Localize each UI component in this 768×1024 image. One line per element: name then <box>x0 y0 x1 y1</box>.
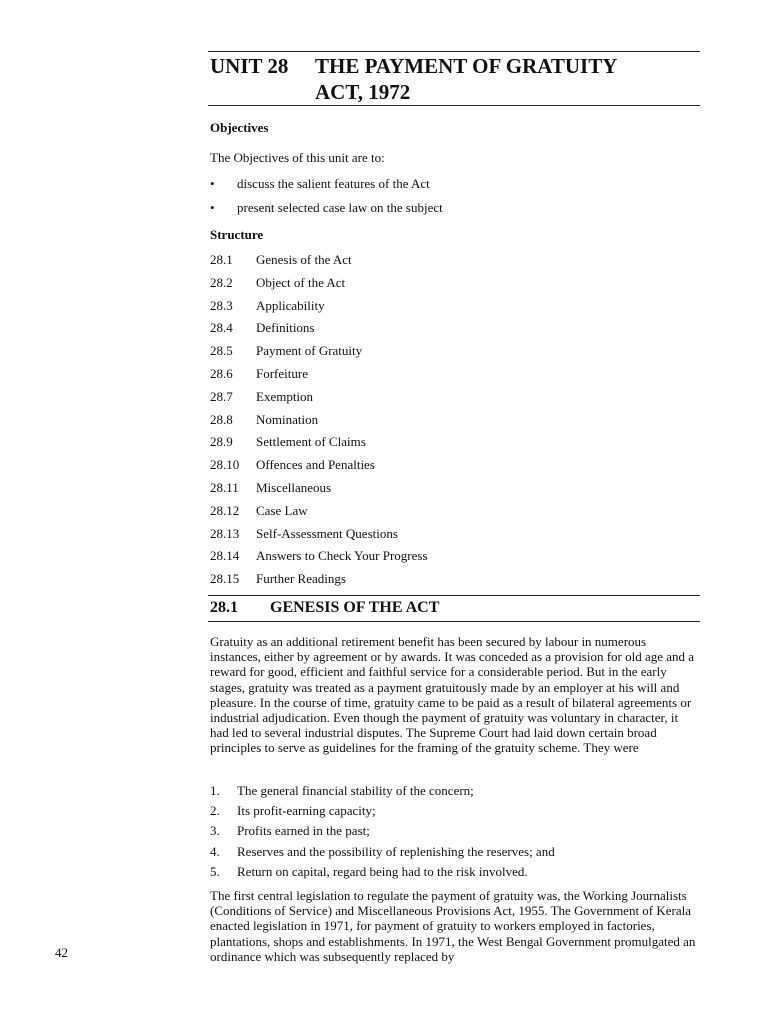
principle-number: 3. <box>210 823 220 839</box>
structure-item-title: Case Law <box>256 502 308 518</box>
structure-item-number: 28.12 <box>210 502 240 518</box>
structure-item <box>210 526 690 549</box>
principle-item <box>210 803 690 823</box>
structure-item <box>210 571 690 594</box>
structure-item-number: 28.15 <box>210 571 240 587</box>
structure-item-number: 28.13 <box>210 525 240 541</box>
structure-item-number: 28.9 <box>210 434 233 450</box>
objectives-intro: The Objectives of this unit are to: <box>210 150 385 165</box>
principles-list <box>210 783 690 884</box>
objective-item <box>210 176 690 200</box>
structure-item-number: 28.3 <box>210 297 233 313</box>
principle-text: Its profit-earning capacity; <box>237 803 376 819</box>
section-title: GENESIS OF THE ACT <box>270 599 440 616</box>
structure-item <box>210 389 690 412</box>
principle-text: Profits earned in the past; <box>237 823 370 839</box>
structure-item-title: Object of the Act <box>256 274 346 290</box>
structure-item-title: Forfeiture <box>256 365 308 381</box>
structure-item-title: Offences and Penalties <box>256 457 375 473</box>
objectives-heading: Objectives <box>210 120 269 135</box>
page-number: 42 <box>55 945 68 960</box>
unit-title-line-1: THE PAYMENT OF GRATUITY <box>315 54 618 78</box>
section-number: 28.1 <box>210 599 238 616</box>
structure-item-number: 28.6 <box>210 365 233 381</box>
structure-item-number: 28.1 <box>210 252 233 267</box>
structure-item <box>210 480 690 503</box>
structure-item-number: 28.2 <box>210 274 233 290</box>
structure-list <box>210 252 690 594</box>
principle-text: Return on capital, regard being had to the risk involved. <box>237 863 528 879</box>
structure-item <box>210 320 690 343</box>
structure-item-number: 28.4 <box>210 320 233 336</box>
objective-text: discuss the salient features of the Act <box>237 176 430 191</box>
principle-number: 1. <box>210 783 220 798</box>
principle-text: Reserves and the possibility of replenishing the reserves; and <box>237 843 555 859</box>
structure-item-title: Self-Assessment Questions <box>256 525 398 541</box>
principle-text: The general financial stability of the concern; <box>237 783 474 798</box>
objectives-list <box>210 176 690 224</box>
structure-item <box>210 503 690 526</box>
structure-item <box>210 298 690 321</box>
principle-item <box>210 783 690 803</box>
structure-item <box>210 434 690 457</box>
objective-text: present selected case law on the subject <box>237 200 443 215</box>
structure-item <box>210 275 690 298</box>
section-heading <box>210 598 700 618</box>
structure-item-number: 28.10 <box>210 457 240 473</box>
structure-item-number: 28.5 <box>210 343 233 359</box>
structure-item-title: Payment of Gratuity <box>256 343 363 359</box>
structure-item-title: Answers to Check Your Progress <box>256 548 428 564</box>
bullet-icon: • <box>210 200 215 215</box>
structure-item <box>210 548 690 571</box>
bullet-icon: • <box>210 176 215 191</box>
structure-heading: Structure <box>210 227 264 242</box>
structure-item <box>210 343 690 366</box>
structure-item-number: 28.7 <box>210 388 233 404</box>
unit-title <box>210 53 700 105</box>
structure-item-title: Settlement of Claims <box>256 434 366 450</box>
structure-item-title: Miscellaneous <box>256 479 332 495</box>
structure-item <box>210 412 690 435</box>
title-top-rule <box>208 51 700 52</box>
principle-number: 5. <box>210 863 220 879</box>
section-paragraph-1: Gratuity as an additional retirement benefit has been secured by labour in numerous instances, either by agreement or by awards. It was conceded as a provision for old age and a reward for good, efficient and faithful service for a considerable period. But in the early stages, gratuity was treated as a payment gratuitously made by an employer at his will and pleasure. In the course of time, gratuity came to be paid as a result of bilateral agreements or industrial adjudication. Even though the payment of gratuity was voluntary in character, it had led to several industrial disputes. The Supreme Court had laid down certain broad principles to serve as guidelines for the framing of the gratuity scheme. They were <box>210 634 695 756</box>
principle-item <box>210 823 690 843</box>
structure-item <box>210 252 690 275</box>
structure-item-title: Applicability <box>256 297 325 313</box>
principle-item <box>210 844 690 864</box>
principle-number: 2. <box>210 803 220 819</box>
unit-title-line-2: ACT, 1972 <box>315 80 411 104</box>
structure-item-title: Nomination <box>256 411 319 427</box>
objective-item <box>210 200 690 224</box>
principle-item <box>210 864 690 884</box>
structure-item-title: Further Readings <box>256 571 346 587</box>
structure-item-number: 28.11 <box>210 479 239 495</box>
structure-item-title: Exemption <box>256 388 314 404</box>
unit-number: UNIT 28 <box>210 54 289 78</box>
section-paragraph-2: The first central legislation to regulate the payment of gratuity was, the Working Journalists (Conditions of Service) and Miscellaneous Provisions Act, 1955. The Government of Kerala enacted legislation in 1971, for payment of gratuity to workers employed in factories, plantations, shops and establishments. In 1971, the West Bengal Government promulgated an ordinance which was subsequently replaced by <box>210 888 696 964</box>
structure-item-number: 28.8 <box>210 411 233 427</box>
section-bottom-rule <box>208 621 700 622</box>
structure-item-title: Definitions <box>256 320 315 336</box>
title-bottom-rule <box>208 105 700 106</box>
structure-item-number: 28.14 <box>210 548 240 564</box>
structure-item <box>210 366 690 389</box>
structure-item <box>210 457 690 480</box>
section-top-rule <box>208 595 700 596</box>
structure-item-title: Genesis of the Act <box>256 252 352 267</box>
principle-number: 4. <box>210 843 220 859</box>
